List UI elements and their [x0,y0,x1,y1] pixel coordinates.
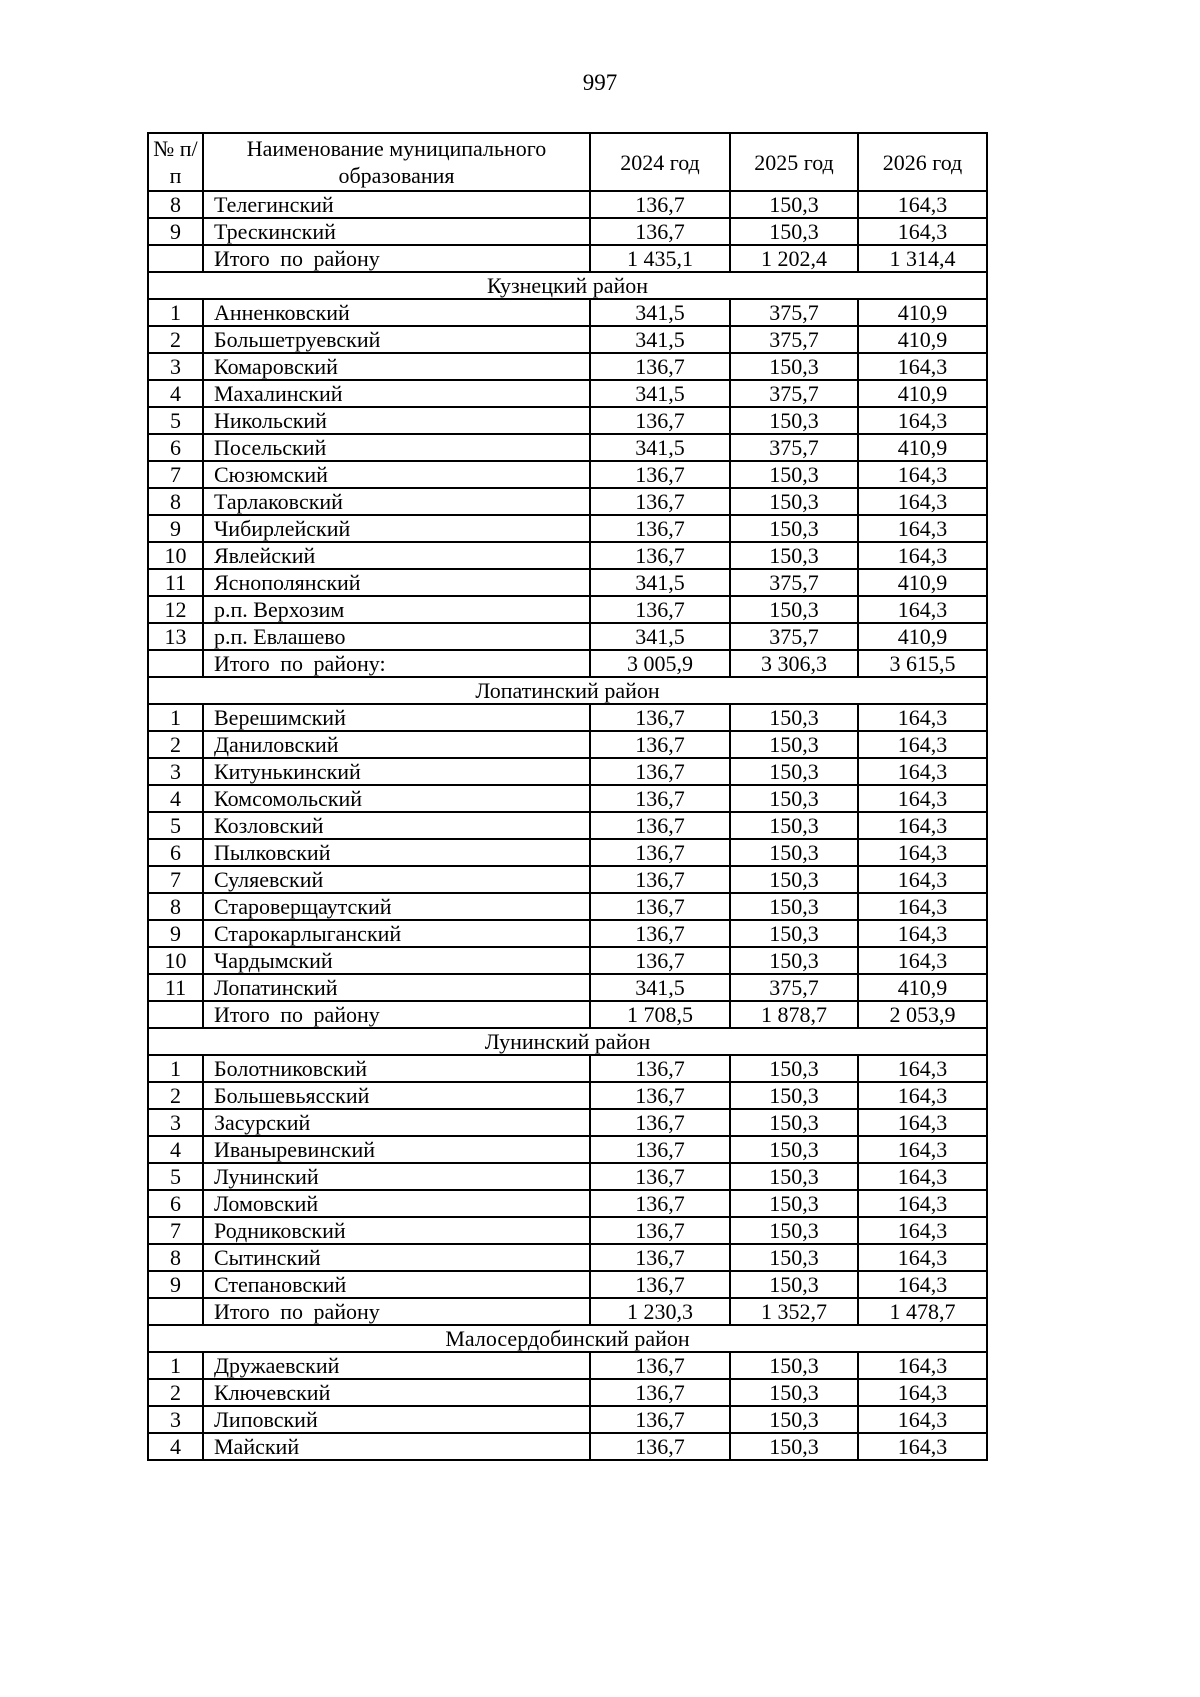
total-row [148,650,987,677]
value-2024: 136,7 [590,785,730,812]
value-2026: 164,3 [858,218,987,245]
value-2026: 164,3 [858,758,987,785]
municipality-name: Никольский [203,407,590,434]
value-2025: 150,3 [730,758,858,785]
value-2024: 136,7 [590,461,730,488]
row-number: 2 [148,1379,203,1406]
table-row [148,947,987,974]
row-number: 4 [148,785,203,812]
value-2025: 150,3 [730,218,858,245]
total-row [148,1298,987,1325]
table-row [148,515,987,542]
value-2024: 136,7 [590,1190,730,1217]
value-2024: 136,7 [590,731,730,758]
municipality-name: Ключевский [203,1379,590,1406]
value-2024: 136,7 [590,218,730,245]
municipality-name: Даниловский [203,731,590,758]
value-2024: 136,7 [590,1352,730,1379]
table-row [148,1379,987,1406]
value-2025: 150,3 [730,461,858,488]
header-num: № п/п [148,133,203,191]
municipality-name: Майский [203,1433,590,1460]
row-number: 2 [148,731,203,758]
municipality-name: Яснополянский [203,569,590,596]
value-2024: 341,5 [590,326,730,353]
value-2026: 164,3 [858,1217,987,1244]
table-row [148,974,987,1001]
table-row [148,218,987,245]
value-2025: 150,3 [730,1190,858,1217]
row-number: 13 [148,623,203,650]
table-row [148,623,987,650]
value-2025: 150,3 [730,812,858,839]
value-2026: 164,3 [858,1271,987,1298]
municipality-name: Староверщаутский [203,893,590,920]
value-2026: 410,9 [858,623,987,650]
value-2024: 136,7 [590,488,730,515]
page-number: 997 [582,70,618,95]
value-2024: 136,7 [590,1082,730,1109]
municipality-name: Лопатинский [203,974,590,1001]
row-number: 11 [148,974,203,1001]
row-number: 1 [148,299,203,326]
value-2024: 3 005,9 [590,650,730,677]
table-row [148,920,987,947]
table-row [148,893,987,920]
table-row [148,1055,987,1082]
value-2026: 164,3 [858,407,987,434]
value-2025: 150,3 [730,866,858,893]
table-row [148,1163,987,1190]
value-2026: 410,9 [858,569,987,596]
value-2025: 150,3 [730,542,858,569]
value-2024: 136,7 [590,812,730,839]
value-2026: 164,3 [858,515,987,542]
value-2025: 150,3 [730,407,858,434]
table-row [148,1244,987,1271]
table-row [148,758,987,785]
value-2026: 164,3 [858,488,987,515]
row-number: 3 [148,1406,203,1433]
value-2025: 150,3 [730,1217,858,1244]
value-2026: 410,9 [858,974,987,1001]
value-2025: 150,3 [730,596,858,623]
value-2026: 164,3 [858,191,987,218]
municipality-name: Комаровский [203,353,590,380]
value-2026: 164,3 [858,731,987,758]
municipality-name: Липовский [203,1406,590,1433]
value-2026: 164,3 [858,596,987,623]
total-label: Итого по району [203,1001,590,1028]
value-2025: 150,3 [730,515,858,542]
value-2024: 1 435,1 [590,245,730,272]
table-row [148,812,987,839]
value-2025: 375,7 [730,434,858,461]
value-2026: 164,3 [858,920,987,947]
value-2025: 150,3 [730,353,858,380]
row-number [148,245,203,272]
table-row [148,542,987,569]
value-2025: 375,7 [730,569,858,596]
table-row [148,1217,987,1244]
value-2026: 3 615,5 [858,650,987,677]
district-name: Лопатинский район [148,677,987,704]
municipality-name: Китунькинский [203,758,590,785]
value-2024: 136,7 [590,407,730,434]
value-2024: 136,7 [590,1055,730,1082]
value-2024: 136,7 [590,1271,730,1298]
municipality-name: Телегинский [203,191,590,218]
budget-table [147,132,988,1461]
table-row [148,866,987,893]
municipality-name: Комсомольский [203,785,590,812]
row-number: 9 [148,920,203,947]
table-header-row [148,133,987,191]
row-number: 9 [148,218,203,245]
table-row [148,407,987,434]
value-2025: 375,7 [730,326,858,353]
value-2025: 150,3 [730,1136,858,1163]
total-label: Итого по району [203,1298,590,1325]
value-2026: 164,3 [858,1163,987,1190]
value-2025: 375,7 [730,974,858,1001]
value-2026: 164,3 [858,461,987,488]
municipality-name: Сюзюмский [203,461,590,488]
table-row [148,488,987,515]
header-name: Наименование муниципального образования [203,133,590,191]
value-2025: 150,3 [730,1055,858,1082]
value-2025: 375,7 [730,299,858,326]
value-2024: 1 708,5 [590,1001,730,1028]
municipality-name: Степановский [203,1271,590,1298]
value-2024: 341,5 [590,434,730,461]
value-2026: 164,3 [858,1136,987,1163]
table-row [148,1406,987,1433]
value-2024: 1 230,3 [590,1298,730,1325]
municipality-name: Лунинский [203,1163,590,1190]
value-2025: 150,3 [730,947,858,974]
row-number: 8 [148,893,203,920]
value-2024: 136,7 [590,191,730,218]
municipality-name: Трескинский [203,218,590,245]
value-2026: 1 478,7 [858,1298,987,1325]
value-2024: 136,7 [590,1433,730,1460]
header-2025: 2025 год [730,133,858,191]
value-2024: 136,7 [590,704,730,731]
table-row [148,353,987,380]
row-number [148,650,203,677]
table-row [148,380,987,407]
row-number: 4 [148,1136,203,1163]
table-row [148,299,987,326]
value-2025: 150,3 [730,488,858,515]
municipality-name: Ломовский [203,1190,590,1217]
value-2026: 164,3 [858,542,987,569]
value-2024: 136,7 [590,353,730,380]
value-2024: 136,7 [590,1217,730,1244]
row-number [148,1298,203,1325]
table-row [148,1136,987,1163]
district-name: Лунинский район [148,1028,987,1055]
total-row [148,245,987,272]
value-2025: 150,3 [730,1271,858,1298]
value-2025: 150,3 [730,1109,858,1136]
row-number: 6 [148,839,203,866]
header-2026: 2026 год [858,133,987,191]
value-2026: 410,9 [858,380,987,407]
value-2024: 341,5 [590,569,730,596]
row-number: 9 [148,515,203,542]
municipality-name: Большевьясский [203,1082,590,1109]
row-number: 10 [148,947,203,974]
row-number: 8 [148,1244,203,1271]
value-2024: 341,5 [590,299,730,326]
value-2025: 150,3 [730,1244,858,1271]
total-row [148,1001,987,1028]
table-row [148,839,987,866]
value-2024: 341,5 [590,380,730,407]
row-number: 8 [148,488,203,515]
value-2025: 150,3 [730,920,858,947]
value-2025: 150,3 [730,893,858,920]
row-number: 5 [148,407,203,434]
municipality-name: Дружаевский [203,1352,590,1379]
row-number: 4 [148,380,203,407]
value-2026: 164,3 [858,812,987,839]
value-2024: 136,7 [590,920,730,947]
district-header-row [148,677,987,704]
municipality-name: Суляевский [203,866,590,893]
value-2024: 136,7 [590,515,730,542]
value-2024: 136,7 [590,1244,730,1271]
table-row [148,1352,987,1379]
value-2026: 164,3 [858,1109,987,1136]
municipality-name: Старокарлыганский [203,920,590,947]
table-row [148,461,987,488]
value-2024: 136,7 [590,1379,730,1406]
value-2026: 410,9 [858,434,987,461]
value-2025: 150,3 [730,1352,858,1379]
row-number: 7 [148,461,203,488]
value-2026: 410,9 [858,299,987,326]
row-number: 6 [148,434,203,461]
value-2026: 164,3 [858,785,987,812]
table-row [148,1109,987,1136]
municipality-name: Посельский [203,434,590,461]
value-2025: 150,3 [730,785,858,812]
table-row [148,1082,987,1109]
table-row [148,785,987,812]
value-2025: 150,3 [730,704,858,731]
table-row [148,704,987,731]
row-number: 7 [148,866,203,893]
value-2026: 164,3 [858,1352,987,1379]
value-2024: 136,7 [590,1406,730,1433]
table-body [148,191,987,1460]
value-2026: 164,3 [858,866,987,893]
value-2024: 136,7 [590,1109,730,1136]
row-number: 10 [148,542,203,569]
value-2026: 164,3 [858,893,987,920]
row-number: 11 [148,569,203,596]
value-2024: 341,5 [590,623,730,650]
row-number: 3 [148,1109,203,1136]
district-name: Кузнецкий район [148,272,987,299]
table-row [148,434,987,461]
value-2024: 136,7 [590,596,730,623]
value-2025: 150,3 [730,731,858,758]
value-2026: 164,3 [858,1406,987,1433]
value-2026: 164,3 [858,353,987,380]
value-2024: 136,7 [590,1136,730,1163]
municipality-name: Родниковский [203,1217,590,1244]
row-number: 2 [148,326,203,353]
value-2025: 150,3 [730,839,858,866]
row-number: 6 [148,1190,203,1217]
value-2024: 136,7 [590,839,730,866]
value-2026: 164,3 [858,1379,987,1406]
value-2026: 164,3 [858,1055,987,1082]
value-2025: 1 202,4 [730,245,858,272]
municipality-name: Анненковский [203,299,590,326]
municipality-name: р.п. Верхозим [203,596,590,623]
municipality-name: р.п. Евлашево [203,623,590,650]
table-row [148,326,987,353]
table-row [148,596,987,623]
value-2024: 136,7 [590,947,730,974]
value-2024: 136,7 [590,893,730,920]
value-2024: 136,7 [590,542,730,569]
municipality-name: Явлейский [203,542,590,569]
municipality-name: Тарлаковский [203,488,590,515]
municipality-name: Сытинский [203,1244,590,1271]
municipality-name: Пылковский [203,839,590,866]
value-2025: 150,3 [730,1082,858,1109]
row-number: 1 [148,1352,203,1379]
value-2026: 410,9 [858,326,987,353]
row-number: 9 [148,1271,203,1298]
value-2025: 150,3 [730,191,858,218]
row-number: 7 [148,1217,203,1244]
value-2026: 164,3 [858,947,987,974]
municipality-name: Большетруевский [203,326,590,353]
value-2026: 164,3 [858,1190,987,1217]
municipality-name: Иваныревинский [203,1136,590,1163]
value-2024: 136,7 [590,1163,730,1190]
table-row [148,191,987,218]
district-header-row [148,1028,987,1055]
municipality-name: Махалинский [203,380,590,407]
header-2024: 2024 год [590,133,730,191]
total-label: Итого по району [203,245,590,272]
municipality-name: Верешимский [203,704,590,731]
value-2026: 164,3 [858,839,987,866]
value-2025: 375,7 [730,380,858,407]
value-2025: 375,7 [730,623,858,650]
table-row [148,1271,987,1298]
value-2026: 2 053,9 [858,1001,987,1028]
total-label: Итого по району: [203,650,590,677]
value-2025: 1 878,7 [730,1001,858,1028]
value-2025: 3 306,3 [730,650,858,677]
row-number: 1 [148,1055,203,1082]
value-2025: 1 352,7 [730,1298,858,1325]
row-number: 2 [148,1082,203,1109]
row-number [148,1001,203,1028]
row-number: 3 [148,758,203,785]
district-header-row [148,1325,987,1352]
value-2025: 150,3 [730,1379,858,1406]
municipality-name: Болотниковский [203,1055,590,1082]
value-2026: 164,3 [858,1433,987,1460]
municipality-name: Чардымский [203,947,590,974]
table-row [148,731,987,758]
district-header-row [148,272,987,299]
row-number: 5 [148,812,203,839]
table-row [148,569,987,596]
district-name: Малосердобинский район [148,1325,987,1352]
municipality-name: Козловский [203,812,590,839]
value-2024: 341,5 [590,974,730,1001]
value-2026: 164,3 [858,1244,987,1271]
row-number: 5 [148,1163,203,1190]
value-2025: 150,3 [730,1406,858,1433]
value-2026: 164,3 [858,704,987,731]
row-number: 1 [148,704,203,731]
value-2025: 150,3 [730,1163,858,1190]
row-number: 8 [148,191,203,218]
table-row [148,1190,987,1217]
value-2024: 136,7 [590,758,730,785]
table-row [148,1433,987,1460]
value-2026: 1 314,4 [858,245,987,272]
row-number: 3 [148,353,203,380]
municipality-name: Засурский [203,1109,590,1136]
value-2024: 136,7 [590,866,730,893]
row-number: 12 [148,596,203,623]
municipality-name: Чибирлейский [203,515,590,542]
value-2026: 164,3 [858,1082,987,1109]
value-2025: 150,3 [730,1433,858,1460]
row-number: 4 [148,1433,203,1460]
